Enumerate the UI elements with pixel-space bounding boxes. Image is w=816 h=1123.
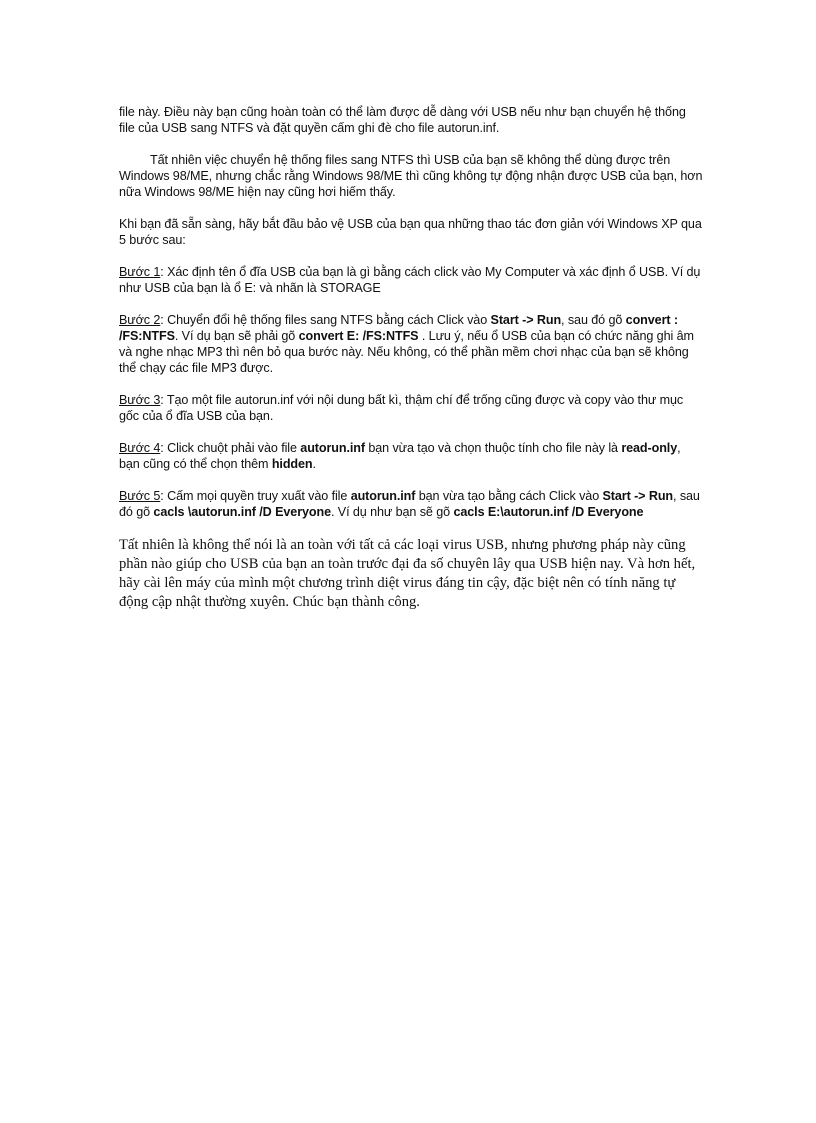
step-4-text-1: : Click chuột phải vào file (160, 441, 301, 455)
step-5-text-4: . Ví dụ như bạn sẽ gõ (330, 505, 454, 519)
step-4-text-3: , bạn cũng có thể chọn thêm (119, 441, 681, 471)
step-2-label: Bước 2 (119, 313, 161, 327)
step-4-autorun-file: autorun.inf (300, 441, 365, 455)
step-3-text: : Tạo một file autorun.inf với nội dung bất kì, thậm chí để trống cũng được và copy vào thư mục gốc của ổ đĩa USB của bạn. (119, 393, 684, 423)
step-5-text-3: , sau đó gõ (119, 489, 700, 519)
step-1 (119, 264, 703, 296)
step-5-cacls-command: cacls \autorun.inf /D Everyone (153, 505, 331, 519)
step-5-cacls-example: cacls E:\autorun.inf /D Everyone (453, 505, 644, 519)
step-4-read-only: read-only (621, 441, 678, 455)
step-2-convert-example: convert E: /FS:NTFS (298, 329, 419, 343)
step-5-label: Bước 5 (119, 489, 161, 503)
step-5-text-2: bạn vừa tạo bằng cách Click vào (415, 489, 603, 503)
step-2-text-1: : Chuyển đổi hệ thống files sang NTFS bằng cách Click vào (160, 313, 491, 327)
step-2-start-run: Start -> Run (490, 313, 562, 327)
step-3 (119, 392, 703, 424)
step-3-label: Bước 3 (119, 393, 161, 407)
step-4 (119, 440, 703, 472)
step-2-text-4: . Lưu ý, nếu ổ USB của bạn có chức năng ghi âm và nghe nhạc MP3 thì nên bỏ qua bước này. Nếu không, có thể phần mềm chơi nhạc của bạn sẽ không thể chạy các file MP3 được. (119, 329, 694, 375)
paragraph-steps-intro: Khi bạn đã sẵn sàng, hãy bắt đầu bảo vệ USB của bạn qua những thao tác đơn giản với Windows XP qua 5 bước sau: (119, 217, 702, 247)
paragraph-windows98-note: Tất nhiên việc chuyển hệ thống files sang NTFS thì USB của bạn sẽ không thể dùng được trên Windows 98/ME, nhưng chắc rằng Windows 98/ME thì cũng không tự động nhận được USB của bạn, hơn nữa Windows 98/ME hiện nay cũng hơi hiếm thấy. (119, 153, 703, 199)
closing-paragraph: Tất nhiên là không thể nói là an toàn với tất cả các loại virus USB, nhưng phương pháp này cũng phần nào giúp cho USB của bạn an toàn trước đại đa số chuyên lây qua USB hiện nay. Và hơn hết, hãy cài lên máy của mình một chương trình diệt virus đáng tin cậy, đặc biệt nên có tính năng tự động cập nhật thường xuyên. Chúc bạn thành công. (119, 537, 696, 610)
step-5 (119, 488, 703, 520)
step-4-text-4: . (312, 457, 316, 471)
step-2-convert-command: convert : /FS:NTFS (119, 313, 678, 343)
paragraph-ntfs-intro: file này. Điều này bạn cũng hoàn toàn có thể làm được dễ dàng với USB nếu như bạn chuyển hệ thống file của USB sang NTFS và đặt quyền cấm ghi đè cho file autorun.inf. (119, 105, 686, 135)
document-body (119, 104, 703, 612)
step-4-label: Bước 4 (119, 441, 161, 455)
step-1-text: : Xác định tên ổ đĩa USB của bạn là gì bằng cách click vào My Computer và xác định ổ USB. Ví dụ như USB của bạn là ổ E: và nhãn là STORAGE (119, 265, 701, 295)
step-4-text-2: bạn vừa tạo và chọn thuộc tính cho file này là (364, 441, 622, 455)
step-1-label: Bước 1 (119, 265, 161, 279)
step-5-start-run: Start -> Run (602, 489, 674, 503)
step-4-hidden: hidden (271, 457, 313, 471)
step-5-autorun-file: autorun.inf (350, 489, 416, 503)
step-2 (119, 312, 703, 376)
step-2-text-3: . Ví dụ bạn sẽ phải gõ (174, 329, 299, 343)
step-5-text-1: : Cấm mọi quyền truy xuất vào file (160, 489, 351, 503)
step-2-text-2: , sau đó gõ (561, 313, 626, 327)
